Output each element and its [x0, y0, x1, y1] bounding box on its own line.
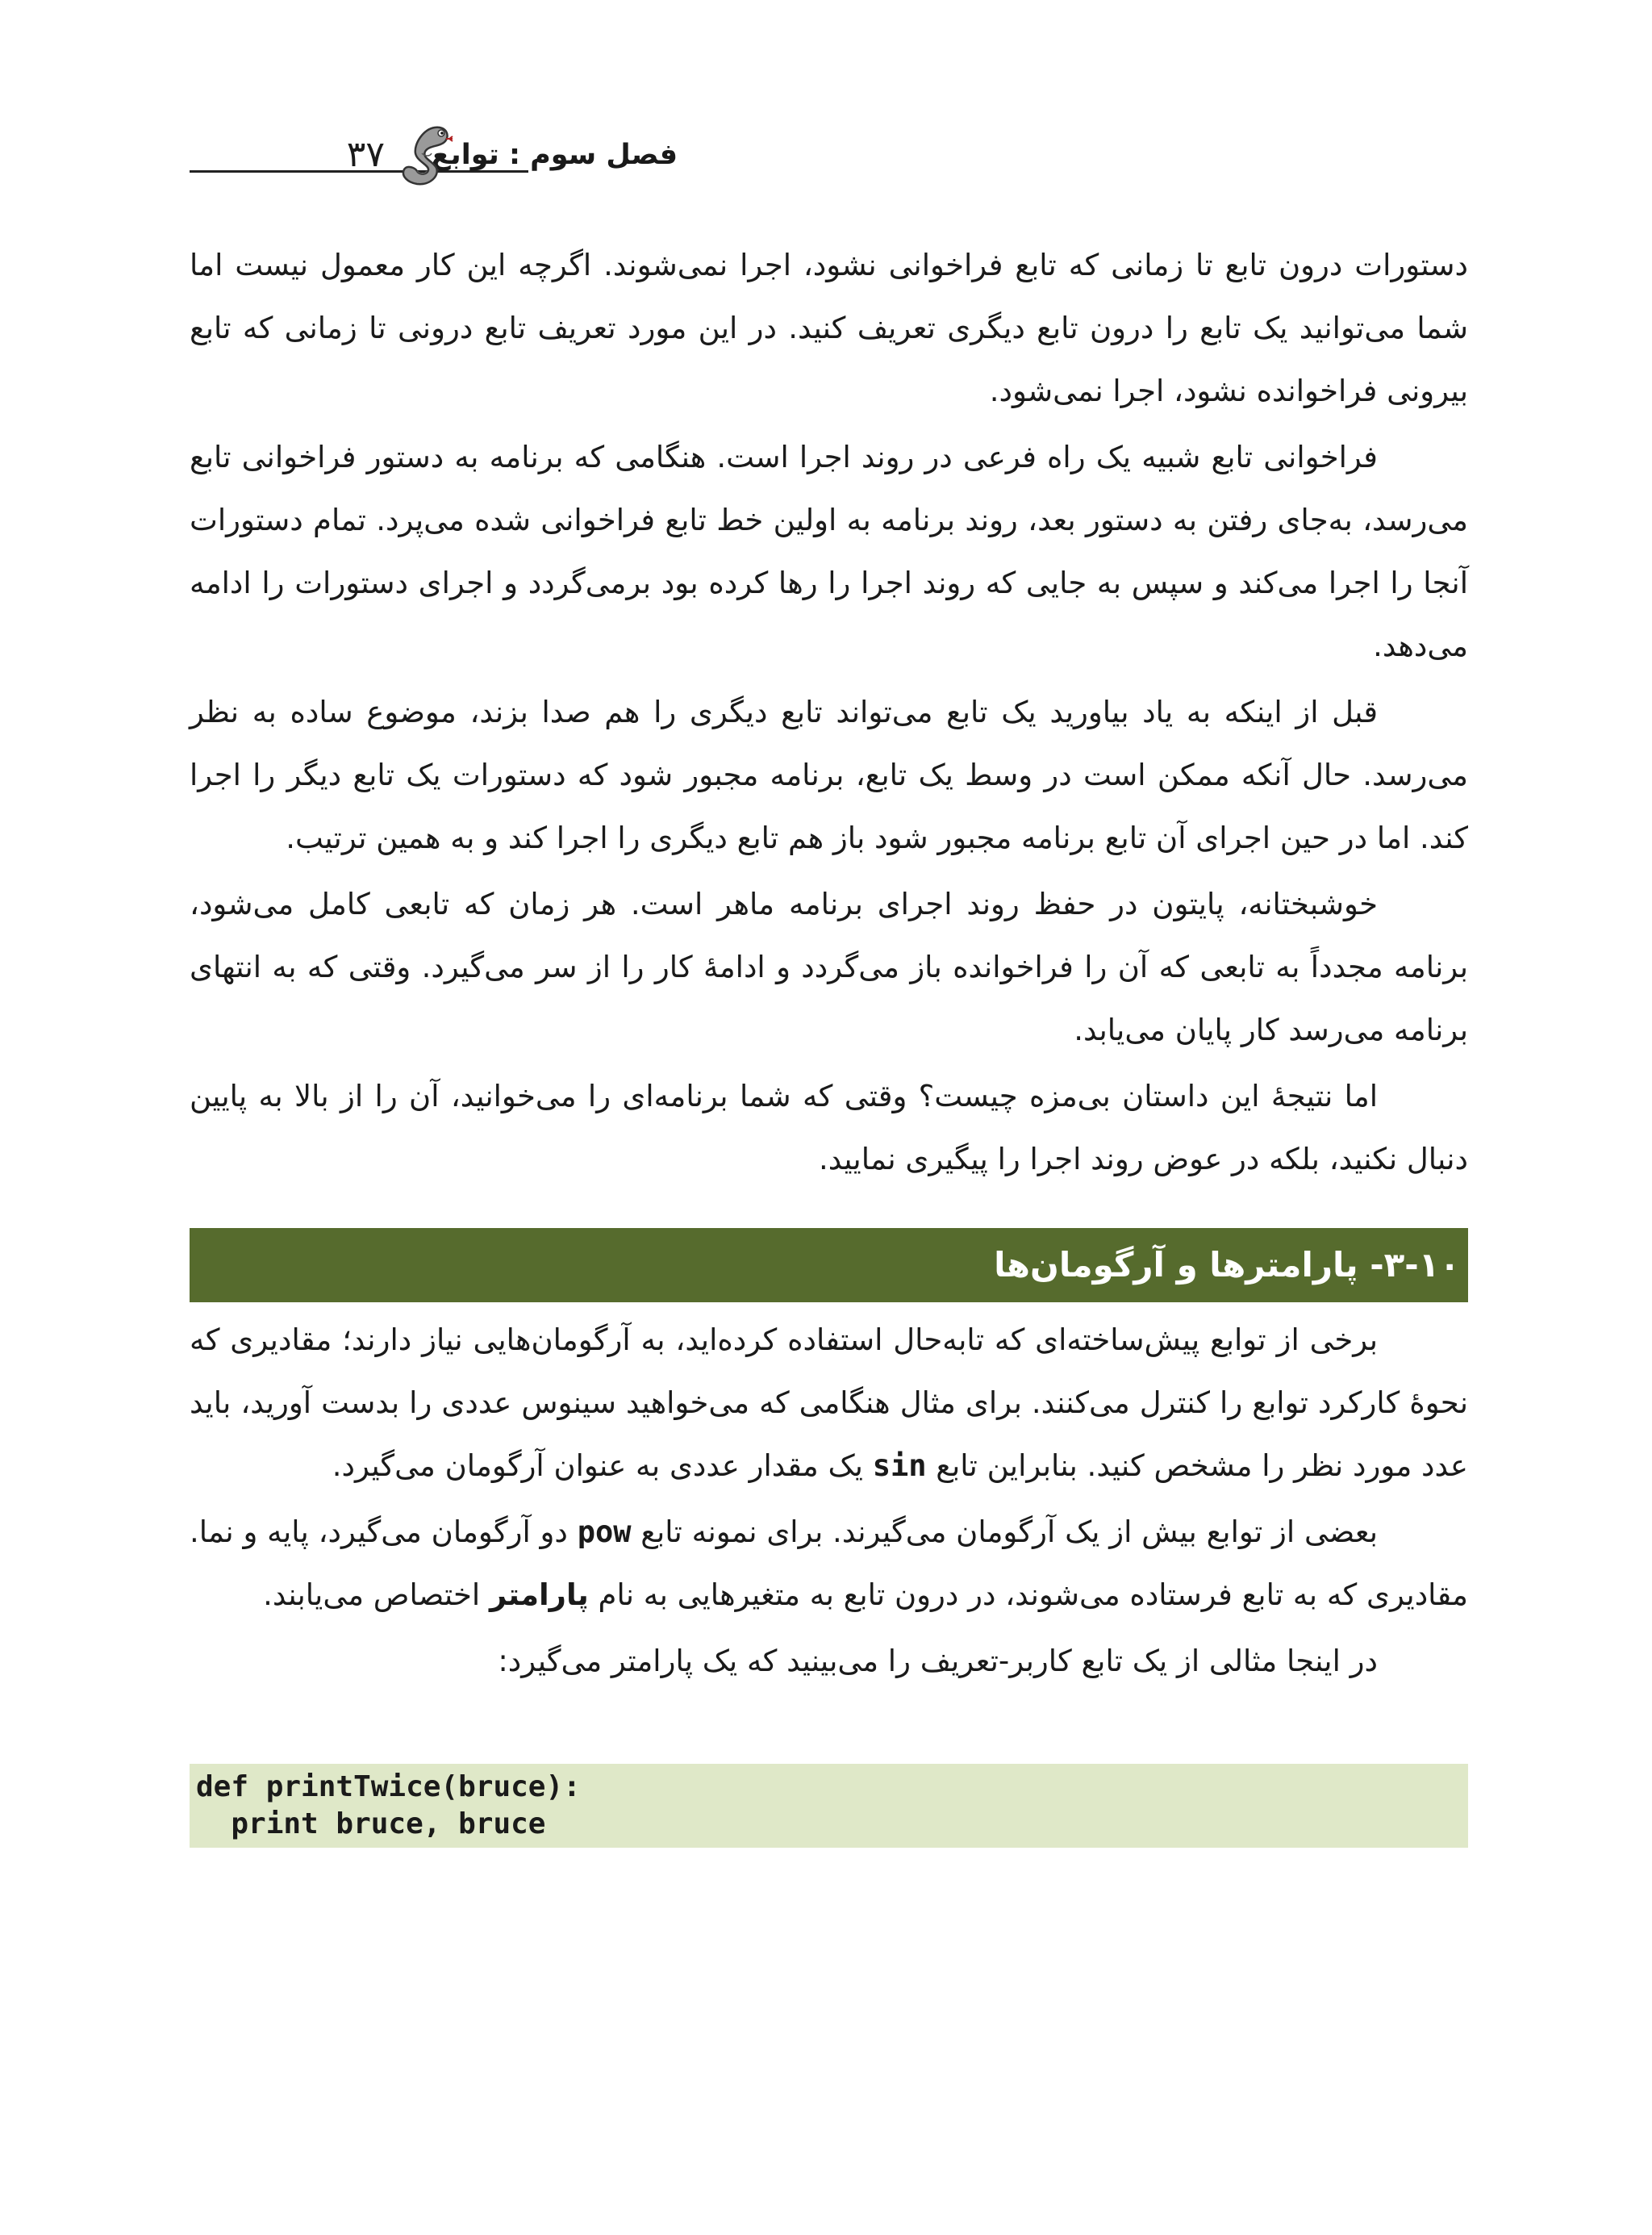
paragraph-moral: اما نتیجهٔ این داستان بی‌مزه چیست؟ وقتی که شما برنامه‌ای را می‌خوانید، آن را از بالا به پایین دنبال نکنید، بلکه در عوض روند اجرا را پیگیری نمایید. — [190, 1079, 1468, 1176]
paragraph-multiple-arguments — [190, 1501, 1468, 1627]
paragraph-arguments-intro-text-2: یک مقدار عددی به عنوان آرگومان می‌گیرد. — [332, 1448, 863, 1483]
paragraph-function-call-flow: فراخوانی تابع شبیه یک راه فرعی در روند اجرا است. هنگامی که برنامه به دستور فراخوانی تابع می‌رسد، به‌جای رفتن به دستور بعد، روند برنامه به اولین خط تابع فراخوانی شده می‌پرد. تمام دستورات آنجا را اجرا می‌کند و سپس به جایی که روند اجرا را رها کرده بود برمی‌گردد و اجرای دستورات را ادامه می‌دهد. — [190, 440, 1468, 663]
paragraph-nested-calls: قبل از اینکه به یاد بیاورید یک تابع می‌تواند تابع دیگری را هم صدا بزند، موضوع ساده به نظر می‌رسد. حال آنکه ممکن است در وسط یک تابع، برنامه مجبور شود که دستورات یک تابع دیگر را اجرا کند. اما در حین اجرای آن تابع برنامه مجبور شود باز هم تابع دیگری را اجرا کند و به همین ترتیب. — [190, 695, 1468, 855]
paragraph-arguments-intro-text-1: برخی از توابع پیش‌ساخته‌ای که تابه‌حال استفاده کرده‌اید، به آرگومان‌هایی نیاز دارند؛ مقادیری که نحوهٔ کارکرد توابع را کنترل می‌کنند. برای مثال هنگامی که می‌خواهید سینوس عددی را بدست آورید، باید عدد مورد نظر را مشخص کنید. بنابراین تابع — [190, 1322, 1468, 1483]
inline-code-sin: sin — [872, 1448, 927, 1483]
paragraph-arguments-intro — [190, 1309, 1468, 1498]
inline-code-pow: pow — [577, 1514, 632, 1549]
bold-term-parameter: پارامتر — [489, 1577, 589, 1612]
page-number: ۳۷ — [346, 134, 385, 175]
paragraph-multiple-arguments-text-3: اختصاص می‌یابند. — [263, 1577, 481, 1612]
paragraph-example-intro: در اینجا مثالی از یک تابع کاربر-تعریف را می‌بینید که یک پارامتر می‌گیرد: — [498, 1644, 1378, 1678]
paragraph-nested-functions: دستورات درون تابع تا زمانی که تابع فراخوانی نشود، اجرا نمی‌شوند. اگرچه این کار معمول نیست اما شما می‌توانید یک تابع را درون تابع دیگری تعریف کنید. در این مورد تعریف تابع درونی تا زمانی که تابع بیرونی فراخوانده نشود، اجرا نمی‌شود. — [190, 248, 1468, 408]
page-content — [190, 234, 1468, 1848]
paragraph-multiple-arguments-text-2: دو آرگومان می‌گیرد، پایه و نما. مقادیری که به تابع فرستاده می‌شوند، در درون تابع به متغیرهایی به نام — [190, 1514, 1468, 1612]
section-heading-parameters-arguments: ۳-۱۰- پارامترها و آرگومان‌ها — [190, 1228, 1468, 1302]
paragraph-multiple-arguments-text-1: بعضی از توابع بیش از یک آرگومان می‌گیرند. برای نمونه تابع — [640, 1514, 1379, 1549]
chapter-title: فصل سوم : توابع — [431, 139, 678, 171]
paragraph-python-tracks-flow: خوشبختانه، پایتون در حفظ روند اجرای برنامه ماهر است. هر زمان که تابعی کامل می‌شود، برنامه مجدداً به تابعی که آن را فراخوانده باز می‌گردد و ادامهٔ کار را از سر می‌گیرد. وقتی که به انتهای برنامه می‌رسد کار پایان می‌یابد. — [190, 887, 1468, 1047]
page-header — [190, 121, 1468, 194]
code-block-print-twice: def printTwice(bruce): print bruce, bruce — [190, 1764, 1468, 1848]
python-snake-mascot-icon — [393, 121, 456, 189]
